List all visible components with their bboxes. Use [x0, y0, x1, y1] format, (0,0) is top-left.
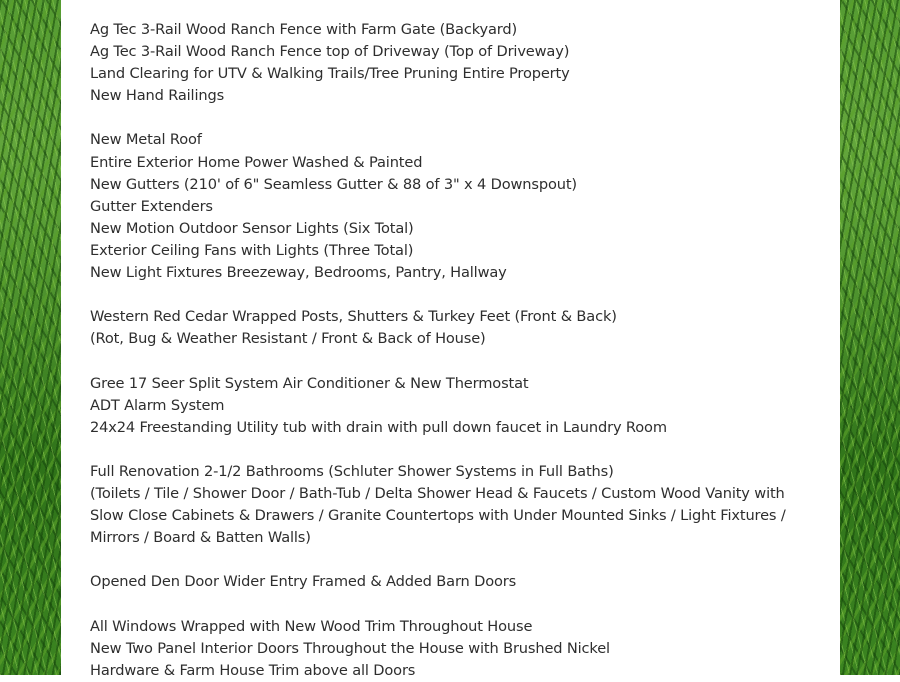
list-line: Gree 17 Seer Split System Air Conditioner & New Thermostat — [90, 374, 529, 392]
spacer — [90, 549, 820, 571]
list-line: All Windows Wrapped with New Wood Trim Throughout House — [90, 617, 533, 635]
list-line: New Gutters (210' of 6" Seamless Gutter & 88 of 3" x 4 Downspout) — [90, 175, 577, 193]
list-line: Western Red Cedar Wrapped Posts, Shutters & Turkey Feet (Front & Back) — [90, 308, 617, 326]
list-line: Exterior Ceiling Fans with Lights (Three Total) — [90, 241, 414, 259]
list-line: Ag Tec 3-Rail Wood Ranch Fence with Farm Gate (Backyard) — [90, 21, 518, 38]
list-line: New Motion Outdoor Sensor Lights (Six Total) — [90, 219, 414, 237]
grass-border-left — [0, 0, 61, 675]
list-line: Opened Den Door Wider Entry Framed & Added Barn Doors — [90, 573, 517, 591]
list-line: New Two Panel Interior Doors Throughout the House with Brushed Nickel — [90, 639, 610, 657]
list-line: Slow Close Cabinets & Drawers / Granite Countertops with Under Mounted Sinks / Light Fixtures / — [90, 507, 786, 525]
list-line: Land Clearing for UTV & Walking Trails/Tree Pruning Entire Property — [90, 65, 570, 83]
list-line: Mirrors / Board & Batten Walls) — [90, 529, 311, 547]
document-sheet — [61, 0, 840, 679]
spacer — [90, 350, 820, 372]
spacer — [90, 593, 820, 615]
grass-border-right — [840, 0, 900, 675]
list-line: New Light Fixtures Breezeway, Bedrooms, Pantry, Hallway — [90, 264, 507, 282]
list-line: Ag Tec 3-Rail Wood Ranch Fence top of Driveway (Top of Driveway) — [90, 43, 570, 61]
list-line: New Hand Railings — [90, 87, 225, 105]
spacer — [90, 439, 820, 461]
list-line: Gutter Extenders — [90, 197, 213, 215]
list-line: (Toilets / Tile / Shower Door / Bath-Tub / Delta Shower Head & Faucets / Custom Wood Vanity with — [90, 484, 785, 502]
list-line: Hardware & Farm House Trim above all Doors — [90, 661, 416, 679]
list-line: (Rot, Bug & Weather Resistant / Front & Back of House) — [90, 330, 486, 348]
spacer — [90, 284, 820, 306]
list-line: 24x24 Freestanding Utility tub with drain with pull down faucet in Laundry Room — [90, 418, 667, 436]
improvements-list — [90, 19, 820, 682]
list-line: Entire Exterior Home Power Washed & Painted — [90, 153, 423, 171]
spacer — [90, 107, 820, 129]
list-line: Full Renovation 2-1/2 Bathrooms (Schluter Shower Systems in Full Baths) — [90, 462, 614, 480]
list-line: ADT Alarm System — [90, 396, 225, 414]
list-line: New Metal Roof — [90, 131, 202, 149]
